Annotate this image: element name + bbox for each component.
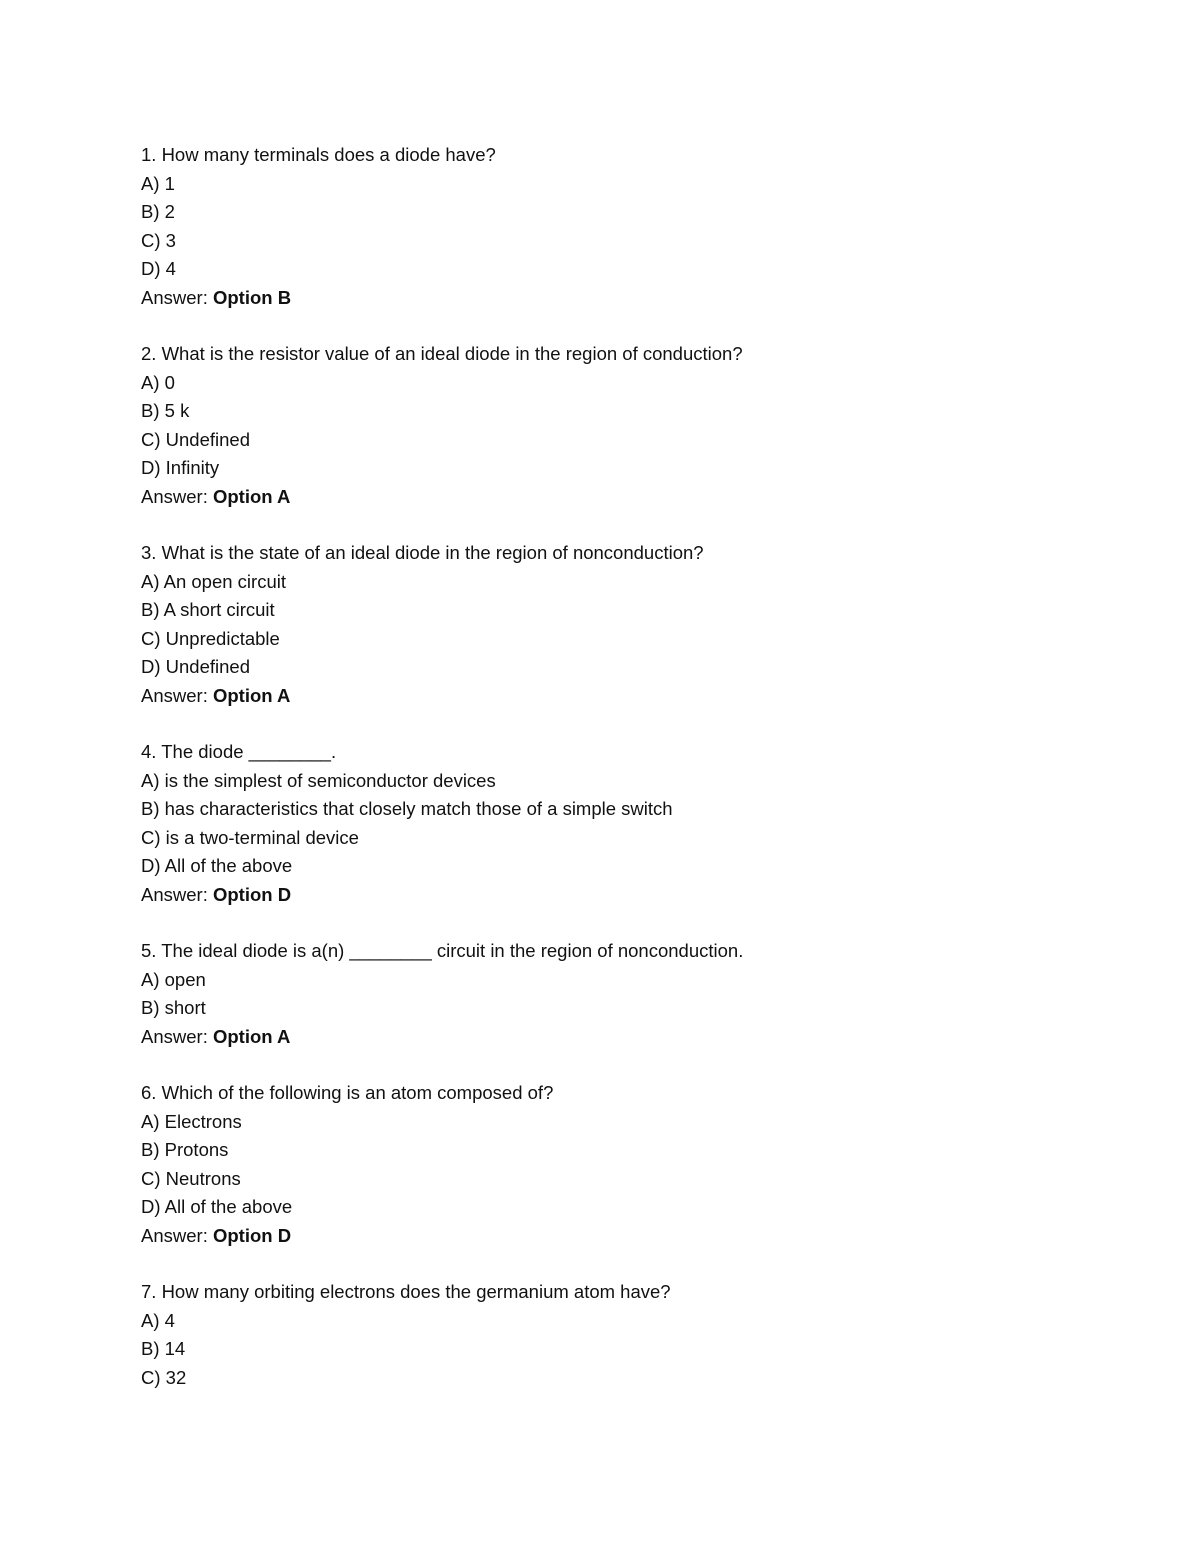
question-text: 3. What is the state of an ideal diode in the region of nonconduction? [141,542,704,563]
answer-label: Answer: [141,1025,208,1047]
option-a: A) 1 [141,172,175,194]
answer-label: Answer: [141,286,208,308]
option-c: C) 3 [141,229,176,251]
answer-value: Option A [212,684,291,706]
option-c: C) Unpredictable [141,627,280,649]
answer-line [141,483,1101,512]
answer-line [141,284,1101,313]
option-d: D) Infinity [141,457,220,478]
option-b: B) has characteristics that closely match those of a simple switch [141,798,673,819]
answer-line [141,1222,1101,1251]
option-c: C) Undefined [141,428,251,450]
document-page [141,141,1101,1420]
answer-line [141,1023,1101,1052]
option-a: A) 0 [141,371,175,393]
question-text: 5. The ideal diode is a(n) ________ circuit in the region of nonconduction. [141,940,744,961]
question-text: 6. Which of the following is an atom composed of? [141,1082,554,1103]
question-3 [141,539,1101,710]
answer-label: Answer: [141,1224,208,1246]
question-4 [141,738,1101,909]
answer-label: Answer: [141,485,208,507]
answer-value: Option A [212,485,291,507]
option-b: B) 5 k [141,400,190,421]
answer-line [141,881,1101,910]
question-1 [141,141,1101,312]
option-d: D) Undefined [141,656,251,677]
option-c: C) 32 [141,1366,187,1388]
option-b: B) 2 [141,201,175,222]
answer-value: Option B [212,286,292,308]
option-a: A) An open circuit [141,570,286,592]
question-text: 2. What is the resistor value of an ideal diode in the region of conduction? [141,343,743,364]
option-c: C) is a two-terminal device [141,826,359,848]
option-b: B) A short circuit [141,599,275,620]
option-a: A) open [141,968,206,990]
option-b: B) Protons [141,1139,229,1160]
question-2 [141,340,1101,511]
option-d: D) 4 [141,258,176,279]
answer-value: Option D [212,883,292,905]
answer-label: Answer: [141,883,208,905]
option-d: D) All of the above [141,855,293,876]
option-a: A) is the simplest of semiconductor devices [141,769,496,791]
question-7 [141,1278,1101,1392]
option-a: A) 4 [141,1309,175,1331]
question-text: 4. The diode ________. [141,741,337,762]
question-6 [141,1079,1101,1250]
answer-line [141,682,1101,711]
question-text: 7. How many orbiting electrons does the germanium atom have? [141,1281,671,1302]
option-d: D) All of the above [141,1196,293,1217]
answer-label: Answer: [141,684,208,706]
answer-value: Option A [212,1025,291,1047]
option-b: B) 14 [141,1338,186,1359]
option-a: A) Electrons [141,1110,242,1132]
answer-value: Option D [212,1224,292,1246]
question-text: 1. How many terminals does a diode have? [141,144,496,165]
question-5 [141,937,1101,1051]
option-c: C) Neutrons [141,1167,241,1189]
option-b: B) short [141,997,206,1018]
